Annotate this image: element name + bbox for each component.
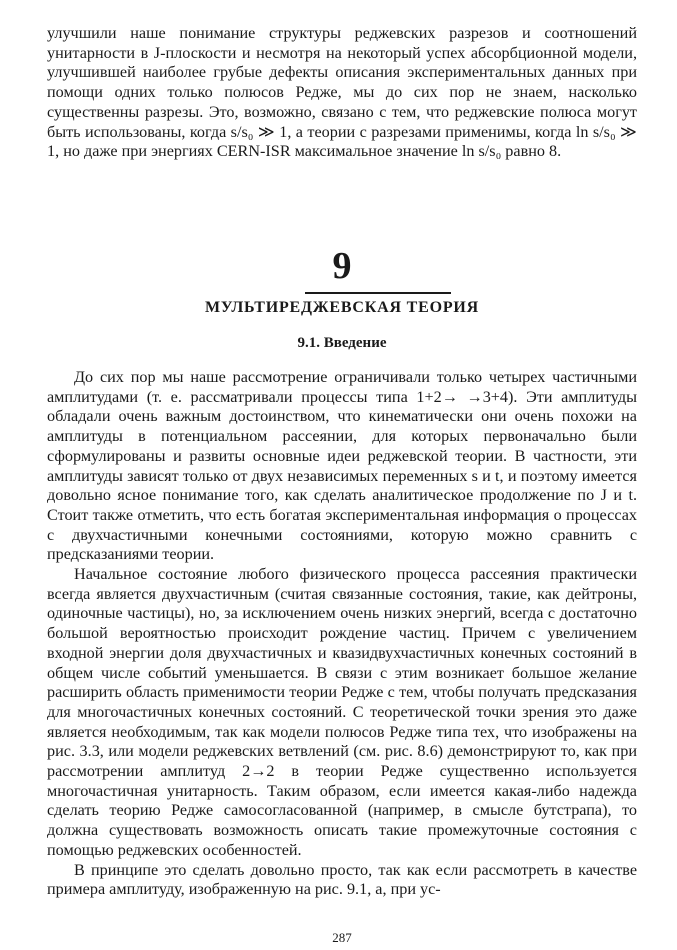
body-paragraph: Начальное состояние любого физического процесса рассеяния практически всегда является двухчастичным (считая связанные состояния, такие, как дейтроны, одиночные частицы), но, за исключением очень низких энергий, всегда с достаточно большой вероятностью происходит рождение частиц. Причем с увеличением входной энергии доля двухчастичных и квазидвухчастичных конечных состояний в общем числе событий уменьшается. В связи с этим возникает большое желание расширить область применимости теории Редже с тем, чтобы получать предсказания для многочастичных конечных состояний. С теоретической точки зрения это даже является необходимым, так как модели полюсов Редже типа тех, что изображены на рис. 3.3, или модели реджевских ветвлений (см. рис. 8.6) демонстрируют то, как при рассмотрении амплитуд 2→2 в теории Редже существенно используется многочастичная унитарность. Таким образом, если имеется какая-либо надежда сделать теорию Редже самосогласованной (например, в смысле бутстрапа), то должна существовать возможность описать такие промежуточные состояния с помощью реджевских особенностей. <box>47 565 637 859</box>
chapter-number: 9 <box>332 245 352 287</box>
chapter-divider <box>305 292 451 294</box>
section-body <box>47 346 637 900</box>
body-paragraph: До сих пор мы наше рассмотрение ограничивали только четырех частичными амплитудами (т. е. рассматривали процессы типа 1+2→ →3+4). Эти амплитуды обладали очень важным достоинством, что кинематически они очень похожи на амплитуды в потенциальном рассеянии, для которых первоначально были сформулированы и развиты основные идеи реджевской теории. В частности, эти амплитуды зависят только от двух независимых переменных s и t, и поэтому имеется довольно ясное понимание того, как сделать аналитическое продолжение по J и t. Стоит также отметить, что есть богатая экспериментальная информация о процессах с двухчастичными конечными состояниями, которую можно сравнить с предсказаниями теории. <box>47 368 637 564</box>
section-title: 9.1. Введение <box>297 335 387 351</box>
continued-text <box>47 24 637 162</box>
body-paragraph: В принципе это сделать довольно просто, так как если рассмотреть в качестве примера амплитуду, изображенную на рис. 9.1, a, при ус- <box>47 860 637 899</box>
page-number: 287 <box>332 930 352 945</box>
chapter-title: МУЛЬТИРЕДЖЕВСКАЯ ТЕОРИЯ <box>205 299 479 316</box>
intro-paragraph: улучшили наше понимание структуры реджевских разрезов и соотношений унитарности в J-плоскости и несмотря на некоторый успех абсорбционной модели, улучшившей наиболее грубые дефекты описания экспериментальных данных при помощи одних только полюсов Редже, мы до сих пор не знаем, насколько существенны разрезы. Это, возможно, связано с тем, что реджевские полюса могут быть использованы, когда s/s₀ ≫ 1, а теории с разрезами применимы, когда ln s/s₀ ≫ 1, но даже при энергиях CERN-ISR максимальное значение ln s/s₀ равно 8. <box>47 24 637 161</box>
